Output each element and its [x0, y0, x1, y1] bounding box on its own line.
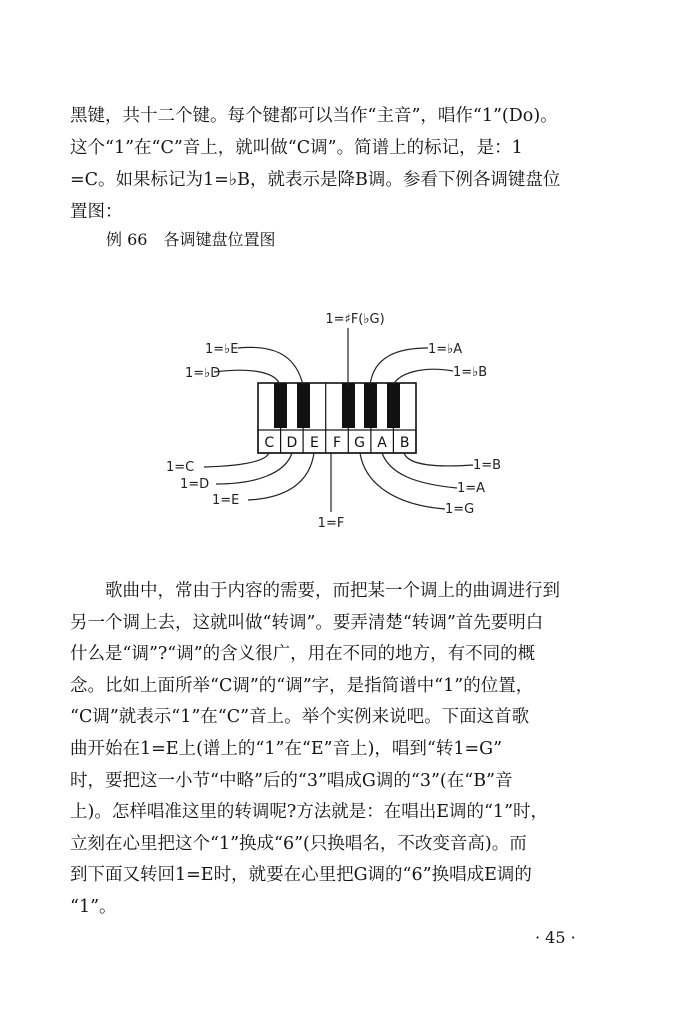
label-d-flat: 1=♭D: [185, 366, 221, 381]
figure-title: 各调键盘位置图: [163, 230, 276, 249]
label-f: 1=F: [317, 516, 345, 531]
label-b-flat: 1=♭B: [453, 365, 488, 380]
key-label-e: E: [309, 435, 319, 451]
key-label-f: F: [332, 435, 342, 451]
paragraph-bottom: [70, 576, 615, 924]
text-line: 黑键，共十二个键。每个键都可以当作“主音”，唱作“1”(Do)。: [70, 106, 558, 126]
label-e: 1=E: [212, 493, 240, 508]
label-b: 1=B: [473, 458, 502, 473]
label-c: 1=C: [166, 460, 195, 475]
text-line: 什么是“调”?“调”的含义很广，用在不同的地方，有不同的概: [70, 644, 536, 665]
text-line: “C调”就表示“1”在“C”音上。举个实例来说吧。下面这首歌: [70, 707, 530, 728]
black-key: [364, 383, 377, 428]
text-line: 置图：: [70, 202, 123, 222]
key-label-d: D: [286, 435, 298, 451]
key-label-c: C: [264, 435, 275, 451]
text-line: “1”。: [70, 896, 117, 917]
text-line: 另一个调上去，这就叫做“转调”。要弄清楚“转调”首先要明白: [70, 612, 544, 633]
text-line: 念。比如上面所举“C调”的“调”字，是指简谱中“1”的位置，: [70, 675, 534, 696]
figure-number: 例 66: [106, 230, 148, 249]
label-d: 1=D: [180, 477, 210, 492]
label-f-sharp: 1=♯F(♭G): [325, 312, 385, 327]
text-line: 这个“1”在“C”音上，就叫做“C调”。简谱上的标记，是：1: [70, 138, 523, 158]
text-line: 曲开始在1=E上(谱上的“1”在“E”音上)，唱到“转1=G”: [70, 738, 503, 759]
key-label-b: B: [399, 435, 410, 451]
text-line: 到下面又转回1=E时，就要在心里把G调的“6”换唱成E调的: [70, 865, 532, 886]
black-key: [342, 383, 355, 428]
key-label-g: G: [354, 435, 366, 451]
label-a-flat: 1=♭A: [428, 342, 463, 357]
text-line: 立刻在心里把这个“1”换成“6”(只换唱名，不改变音高)。而: [70, 833, 527, 854]
label-g: 1=G: [445, 502, 475, 517]
black-key: [297, 383, 310, 428]
text-line: 时，要把这一小节“中略”后的“3”唱成G调的“3”(在“B”音: [70, 770, 513, 791]
label-a: 1=A: [457, 481, 486, 496]
label-e-flat: 1=♭E: [205, 342, 239, 357]
page-number: · 45 ·: [535, 928, 576, 947]
text-line: 歌曲中，常由于内容的需要，而把某一个调上的曲调进行到: [105, 581, 560, 601]
black-key: [274, 383, 287, 428]
text-line: 上)。怎样唱准这里的转调呢?方法就是：在唱出E调的“1”时，: [70, 802, 549, 823]
key-label-a: A: [377, 435, 387, 451]
black-key: [387, 383, 400, 428]
text-line: =C。如果标记为1=♭B，就表示是降B调。参看下例各调键盘位: [70, 170, 561, 190]
